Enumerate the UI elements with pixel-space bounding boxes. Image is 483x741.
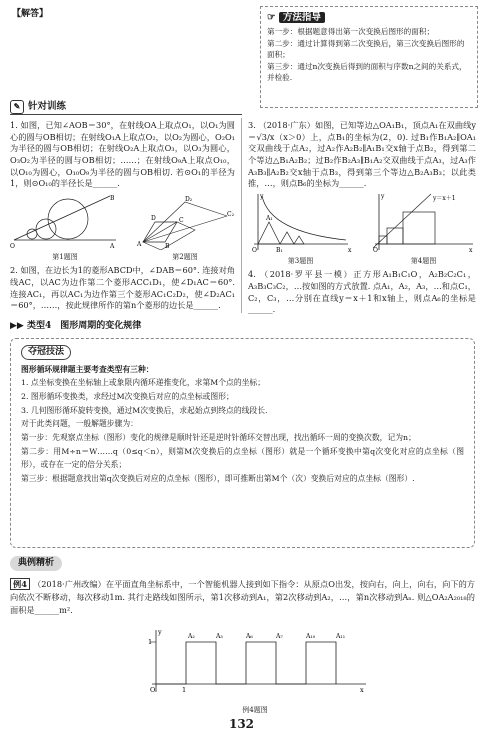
skills-item-2: 2. 图形循环变换类，求经过M次变换后对应的点坐标或图形； (21, 392, 234, 402)
svg-text:O: O (10, 242, 15, 250)
svg-text:D₂: D₂ (185, 195, 193, 203)
skills-step-2: 第二步：用M÷n＝W……q（0≤q＜n），则第M次变换后的点坐标（图形）就是一个循环变换中第q次变化对应的点坐标（图形），或存在一定的倍分关系； (21, 446, 464, 470)
svg-text:A₁₁: A₁₁ (336, 633, 346, 640)
svg-text:A: A (110, 242, 115, 250)
type-4-heading: ▶▶ 类型4 图形周期的变化规律 (10, 321, 142, 331)
figures-1-2 (10, 192, 235, 264)
method-step-2: 第二步：通过计算得到第二次变换后，第三次变换后图形的面积； (267, 38, 465, 60)
example-4 (10, 578, 475, 617)
skills-item-1: 1. 点坐标变换在坐标轴上或象限内循环递推变化，求第M个点的坐标； (21, 378, 266, 388)
svg-text:x: x (348, 246, 352, 254)
svg-text:A₁₀: A₁₀ (306, 633, 316, 640)
skills-box (10, 338, 475, 548)
svg-text:y: y (381, 192, 385, 200)
svg-text:A₂: A₂ (188, 633, 195, 640)
problem-2: 2. 如图，在边长为1的菱形ABCD中，∠DAB＝60°. 连接对角线AC，以AC为边作第二个菱形ACC₁D₁，使∠D₁AC＝60°. 连接AC₁，再以AC₁为边作第三个菱形AC₁C₂D₂，使∠D₂AC₁＝60°，……，按此规律所作的第n个菱形的边长是______. (10, 265, 235, 311)
figures-3-4 (248, 192, 476, 268)
skills-item-3: 3. 几何图形循环旋转变换，通过M次变换后，求起始点到终点的线段长. (21, 405, 268, 415)
example-text: （2018·广州改编）在平面直角坐标系中，一个智能机器人接到如下指令：从原点O出发，按向右，向上，向右，向下的方向依次不断移动，每次移动1m. 其行走路线如图所示，第1次移动到A₁，第2次移动到A₂，…，第n次移动到Aₙ. 则△OA₂A₂₀₁₈的面积是______m². (10, 579, 475, 616)
svg-text:D: D (151, 214, 156, 222)
figure-2 (135, 192, 235, 264)
svg-text:B: B (165, 242, 170, 250)
svg-text:y＝x＋1: y＝x＋1 (433, 194, 456, 202)
svg-text:A: A (137, 240, 142, 248)
example-figure (140, 628, 370, 716)
svg-text:C: C (179, 216, 184, 224)
left-column (10, 120, 235, 314)
svg-text:O: O (373, 246, 378, 254)
method-step-1: 第一步：根据题意得出第一次变换后图形的面积； (267, 27, 435, 37)
svg-text:O: O (252, 246, 257, 254)
svg-text:A₁: A₁ (266, 214, 273, 222)
svg-text:A₆: A₆ (246, 633, 253, 640)
figure-2-caption: 第2题图 (172, 253, 198, 262)
figure-1-caption: 第1题图 (52, 253, 78, 262)
svg-text:x: x (469, 246, 473, 254)
skills-step-3: 第三步：根据题意找出第q次变换后对应的点坐标（图形），即可推断出第M个（次）变换后对应的点坐标（图形）. (21, 473, 415, 483)
svg-text:O: O (150, 686, 156, 694)
example-label: 例4 (10, 578, 30, 590)
right-column (248, 120, 476, 318)
problem-4: 4. （2018·罗平县一模）正方形A₁B₁C₁O，A₂B₂C₂C₁，A₃B₃C₃C₂，…按如图的方式放置. 点A₁，A₂，A₃，…和点C₁，C₂，C₃，…分别在直线y＝x＋1和x轴上，则点A₆的坐标是______. (248, 269, 476, 315)
problem-1: 1. 如图，已知∠AOB＝30°，在射线OA上取点O₁，以O₁为圆心的圆与OB相切；在射线O₁A上取点O₂，以O₂为圆心，O₂O₁为半径的圆与OB相切；在射线O₂A上取点O₃，以O₃为圆心，O₃O₂为半径的圆与OB相切；……；在射线O₉A上取点O₁₀，以O₁₀为圆心，O₁₀O₉为半径的圆与OB相切. 若⊙O₁的半径为1，则⊙O₁₀的半径长是______. (10, 120, 235, 189)
skills-method-intro: 对于此类问题，一般解题步骤为： (21, 419, 138, 429)
example-figure-caption: 例4题图 (242, 705, 268, 714)
skills-tag: 夺冠技法 (21, 345, 71, 360)
svg-text:A₇: A₇ (276, 633, 283, 640)
problem-3: 3. （2018·广东）如图，已知等边△OA₁B₁，顶点A₁在双曲线y＝√3/x（x＞0）上，点B₁的坐标为(2，0). 过B₁作B₁A₂∥OA₁交双曲线于点A₂，过A₂作A₂B₂∥A₁B₁交x轴于点B₂，得到第二个等边△B₁A₂B₂；过B₂作B₂A₃∥B₁A₂交双曲线于点A₃，过A₃作A₃B₃∥A₂B₂交x轴于点B₃，得到第三个等边△B₂A₃B₃；以此类推，…，则点B₆的坐标为______. (248, 120, 476, 189)
svg-text:B₁: B₁ (276, 246, 283, 254)
figure-4-caption: 第4题图 (410, 257, 437, 266)
example-tag: 典例精析 (10, 556, 62, 571)
pencil-icon: ✎ (10, 100, 24, 114)
example-header (10, 556, 62, 571)
svg-text:C₂: C₂ (227, 210, 234, 218)
svg-text:1: 1 (148, 638, 153, 646)
column-divider (241, 118, 242, 313)
practice-title: 针对训练 (28, 101, 67, 113)
practice-header (10, 100, 242, 115)
svg-text:B: B (110, 194, 115, 202)
figure-3-caption: 第3题图 (287, 257, 314, 266)
figure-1 (10, 192, 120, 264)
svg-text:1: 1 (182, 686, 187, 694)
svg-text:A₃: A₃ (216, 633, 223, 640)
method-guide-box (260, 6, 478, 108)
method-step-3: 第三步：通过n次变换后得到的面积与序数n之间的关系式，并检验. (267, 61, 467, 83)
svg-text:y: y (158, 628, 162, 636)
answer-label: 【解答】 (12, 9, 49, 19)
figure-3 (248, 192, 353, 268)
svg-text:y: y (260, 192, 264, 200)
skills-step-1: 第一步：先观察点坐标（图形）变化的规律是顺时针还是逆时针循环交替出现，找出循环一周的变换次数，记为n； (21, 432, 416, 442)
skills-intro: 图形循环规律题主要考查类型有三种： (21, 364, 154, 374)
figure-4 (371, 192, 476, 268)
svg-text:x: x (360, 686, 364, 694)
method-guide-title: ☞ 方法指导 (267, 11, 471, 24)
page-number: 132 (228, 717, 255, 731)
